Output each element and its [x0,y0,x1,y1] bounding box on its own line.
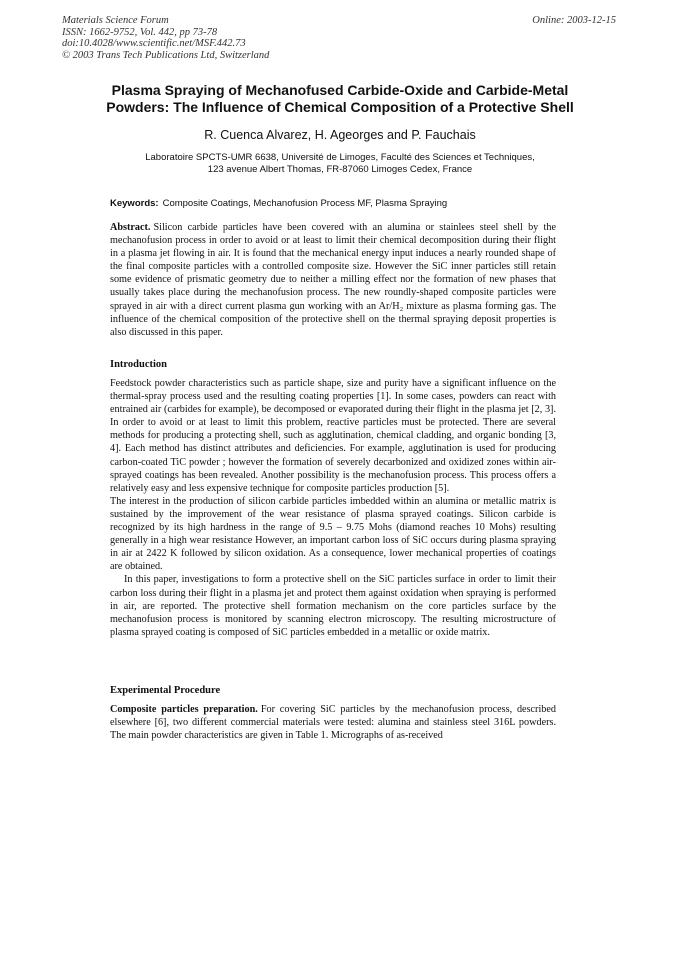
copyright-line: © 2003 Trans Tech Publications Ltd, Switzerland [62,49,270,61]
keywords [110,198,580,209]
journal-header [62,15,616,61]
intro-paragraph-3: In this paper, investigations to form a protective shell on the SiC particles surface in order to limit their carbon loss during their flight in a plasma jet and protect them against oxidation when spraying is performed in air, are reported. The protective shell formation mechanism on the core particles surface by the mechanofusion process is monitored by scanning electron microscopy. The resulting microstructure of plasma sprayed coating is composed of SiC particles embedded in a metallic or oxide matrix. [110,574,556,638]
paper-title: Plasma Spraying of Mechanofused Carbide-Oxide and Carbide-Metal Powders: The Influence of Chemical Composition of a Protective Shell [106,82,574,115]
introduction-body [110,377,556,639]
affiliation [90,152,590,176]
abstract-label: Abstract. [110,222,151,233]
section-heading-experimental: Experimental Procedure [110,685,221,696]
journal-name: Materials Science Forum [62,15,169,26]
author-list: R. Cuenca Alvarez, H. Ageorges and P. Fauchais [204,128,476,142]
online-date: Online: 2003-12-15 [532,15,616,26]
affiliation-line-1: Laboratoire SPCTS-UMR 6638, Université de Limoges, Faculté des Sciences et Techniques, [145,152,535,163]
subsection-lead: Composite particles preparation. [110,704,258,715]
doi-line: doi:10.4028/www.scientific.net/MSF.442.73 [62,38,246,49]
intro-paragraph-1: Feedstock powder characteristics such as particle shape, size and purity have a significant influence on the thermal-spray process used and the resulting coating properties [1]. In some cases, powders can react with entrained air (carbides for example), be decomposed or evaporated during their flight in the plasma jet [2, 3]. In order to avoid or at least to limit this problem, reactive particles must be protected. There are several methods for producing a protecting shell, such as agglutination, chemical cladding, and organic bonding [3, 4]. Each method has distinct attributes and deficiencies. For example, agglutination is used for producing carbon-coated TiC powder ; however the formation of severely decarbonized and oxidized zones within air-sprayed coatings has been revealed. Another possibility is the mechanofusion process. This process offers a relatively easy and less expensive technique for composite particles production [5]. [110,378,556,494]
abstract [110,221,556,339]
keywords-label: Keywords: [110,198,159,209]
intro-paragraph-2: The interest in the production of silicon carbide particles imbedded within an alumina or metallic matrix is sustained by the improvement of the wear resistance of plasma sprayed coatings. Silicon carbide is recognized by its high hardness in the range of 9.5 – 9.75 Mohs (diamond reaches 10 Mohs) resulting generally in a high wear resistance However, an important carbon loss of SiC occurs during plasma spraying in air at 2422 K followed by silicon oxidation. As a consequence, lower mechanical properties of coatings are obtained. [110,495,556,573]
abstract-text: Silicon carbide particles have been covered with an alumina or stainlees steel shell by the mechanofusion process in order to avoid or at least to limit their chemical decomposition during their flight in a plasma jet flowing in air. It is found that the mechanical energy input induces a nearly rounded shape of the final composite particles with a controlled composite size. However the SiC inner particles still retain some evidence of prismatic geometry due to neither a milling effect nor the formation of new phases that usually takes place during the mechanofusion process. The new roundly-shaped composite particles were sprayed in air with a direct current plasma gun working with an Ar/H₂ mixture as plasma forming gas. The influence of the chemical composition of the protective shell on the thermal spraying deposit properties is also discussed in this paper. [110,222,556,338]
issn-line: ISSN: 1662-9752, Vol. 442, pp 73-78 [62,26,218,38]
keywords-text: Composite Coatings, Mechanofusion Process MF, Plasma Spraying [162,198,448,209]
section-heading-introduction: Introduction [110,359,167,370]
experimental-text: For covering SiC particles by the mechanofusion process, described elsewhere [6], two different commercial materials were tested: alumina and stainless steel 316L powders. The main powder characteristics are given in Table 1. Micrographs of as-received [110,704,556,742]
experimental-body [110,703,556,742]
affiliation-line-2: 123 avenue Albert Thomas, FR-87060 Limoges Cedex, France [207,164,473,175]
